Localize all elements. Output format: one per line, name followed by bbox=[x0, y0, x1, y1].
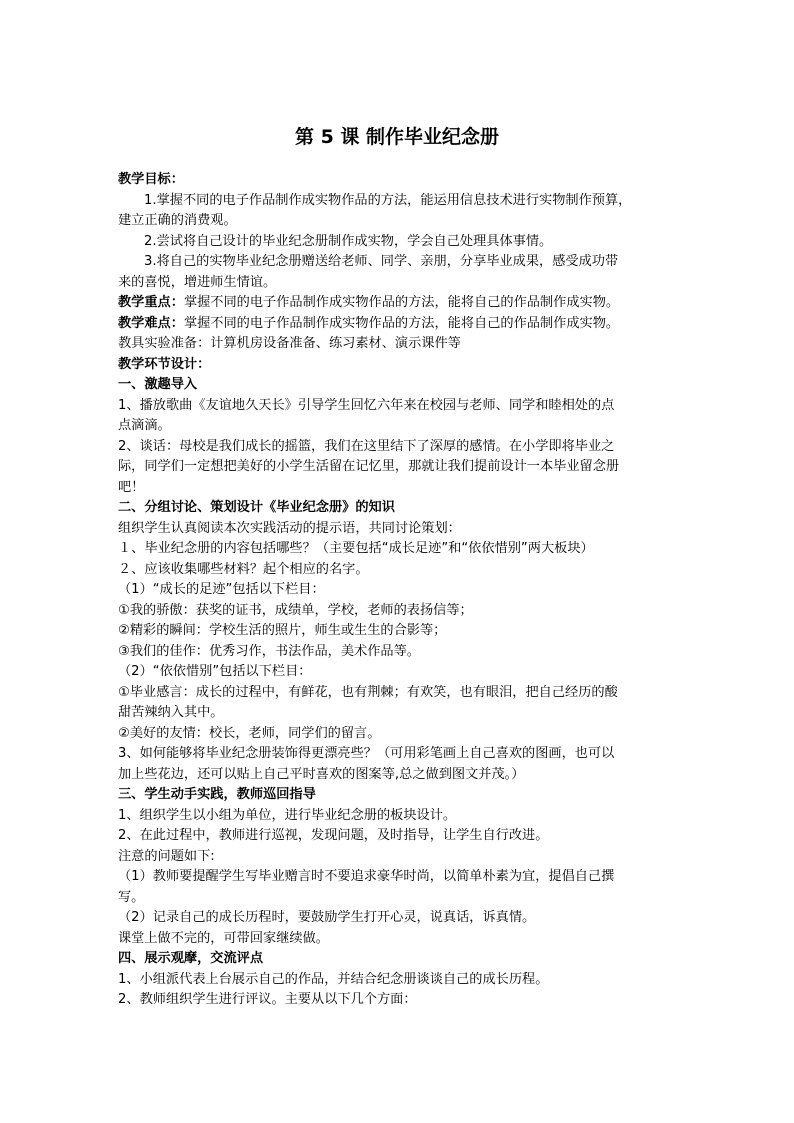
document-line bbox=[118, 293, 684, 314]
document-line: 来的喜悦，增进师生情谊。 bbox=[118, 274, 277, 290]
document-line: 1、播放歌曲《友谊地久天长》引导学生回忆六年来在校园与老师、同学和睦相处的点 bbox=[118, 397, 615, 413]
document-line: 写。 bbox=[118, 889, 145, 905]
document-line: 注意的问题如下: bbox=[118, 848, 215, 864]
document-line: 一、激趣导入 bbox=[118, 377, 198, 392]
document-body bbox=[118, 170, 684, 1011]
document-line: 加上些花边，还可以贴上自己平时喜欢的图案等,总之做到图文并茂。） bbox=[118, 766, 525, 782]
document-line: ②精彩的瞬间：学校生活的照片，师生或生生的合影等； bbox=[118, 623, 447, 638]
line-label: 教学重点： bbox=[118, 295, 184, 310]
document-line: 课堂上做不完的，可带回家继续做。 bbox=[118, 930, 329, 946]
document-line: 2、在此过程中，教师进行巡视，发现问题，及时指导，让学生自行改进。 bbox=[118, 828, 549, 843]
document-line: 教学环节设计： bbox=[118, 356, 211, 372]
document-line bbox=[118, 314, 684, 335]
document-line: 吧！ bbox=[118, 479, 145, 495]
line-text: 掌握不同的电子作品制作成实物作品的方法，能将自己的作品制作成实物。 bbox=[183, 315, 620, 331]
page-title: 第 5 课 制作毕业纪念册 bbox=[294, 126, 500, 148]
document-line: 2.尝试将自己设计的毕业纪念册制作成实物，学会自己处理具体事情。 bbox=[144, 233, 553, 249]
document-line: 1.掌握不同的电子作品制作成实物作品的方法，能运用信息技术进行实物制作预算， bbox=[144, 192, 632, 208]
document-line: 甜苦辣纳入其中。 bbox=[118, 705, 224, 720]
document-line: （2）记录自己的成长历程时，要鼓励学生打开心灵，说真话，诉真情。 bbox=[118, 910, 536, 925]
document-line: 教具实验准备：计算机房设备准备、练习素材、演示课件等 bbox=[118, 336, 461, 351]
document-line: （1）“成长的足迹”包括以下栏目： bbox=[118, 582, 325, 597]
document-line: 组织学生认真阅读本次实践活动的提示语，共同讨论策划： bbox=[118, 520, 461, 536]
document-line: 教学目标： bbox=[118, 172, 184, 187]
document-line: 3、如何能够将毕业纪念册装饰得更漂亮些？（可用彩笔画上自己喜欢的图画，也可以 bbox=[118, 746, 615, 761]
document-line: ①毕业感言：成长的过程中，有鲜花，也有荆棘；有欢笑，也有眼泪，把自己经历的酸 bbox=[118, 684, 618, 700]
document-line: （2）“依依惜别”包括以下栏目： bbox=[118, 664, 312, 679]
document-line: 2、教师组织学生进行评议。主要从以下几个方面： bbox=[118, 992, 417, 1007]
document-line: 点滴滴。 bbox=[118, 418, 171, 433]
document-line: 1、组织学生以小组为单位，进行毕业纪念册的板块设计。 bbox=[118, 807, 457, 823]
document-line: １、毕业纪念册的内容包括哪些？（主要包括“成长足迹”和“依依惜别”两大板块） bbox=[118, 541, 594, 556]
document-line: ①我的骄傲：获奖的证书，成绩单，学校，老师的表扬信等； bbox=[118, 602, 473, 618]
document-line: 际，同学们一定想把美好的小学生活留在记忆里，那就让我们提前设计一本毕业留念册 bbox=[118, 459, 620, 474]
document-line: ③我们的佳作：优秀习作，书法作品，美术作品等。 bbox=[118, 643, 420, 659]
document-line: ②美好的友情：校长，老师，同学们的留言。 bbox=[118, 725, 381, 741]
document-line: 3.将自己的实物毕业纪念册赠送给老师、同学、亲朋，分享毕业成果，感受成功带 bbox=[144, 254, 619, 269]
line-text: 掌握不同的电子作品制作成实物作品的方法，能将自己的作品制作成实物。 bbox=[183, 295, 620, 310]
document-line: （1）教师要提醒学生写毕业赠言时不要追求豪华时尚，以简单朴素为宜，提倡自己撰 bbox=[118, 869, 615, 884]
document-line: 1、小组派代表上台展示自己的作品，并结合纪念册谈谈自己的成长历程。 bbox=[118, 971, 549, 987]
document-line: 建立正确的消费观。 bbox=[118, 213, 237, 228]
document-line: 三、学生动手实践，教师巡回指导 bbox=[118, 787, 316, 802]
line-label: 教学难点： bbox=[118, 315, 184, 331]
document-line: ２、应该收集哪些材料？起个相应的名字。 bbox=[118, 561, 369, 577]
document-line: 四、展示观摩，交流评点 bbox=[118, 951, 264, 966]
document-line: 二、分组讨论、策划设计《毕业纪念册》的知识 bbox=[118, 500, 395, 515]
document-line: 2、谈话：母校是我们成长的摇篮，我们在这里结下了深厚的感情。在小学即将毕业之 bbox=[118, 438, 615, 454]
